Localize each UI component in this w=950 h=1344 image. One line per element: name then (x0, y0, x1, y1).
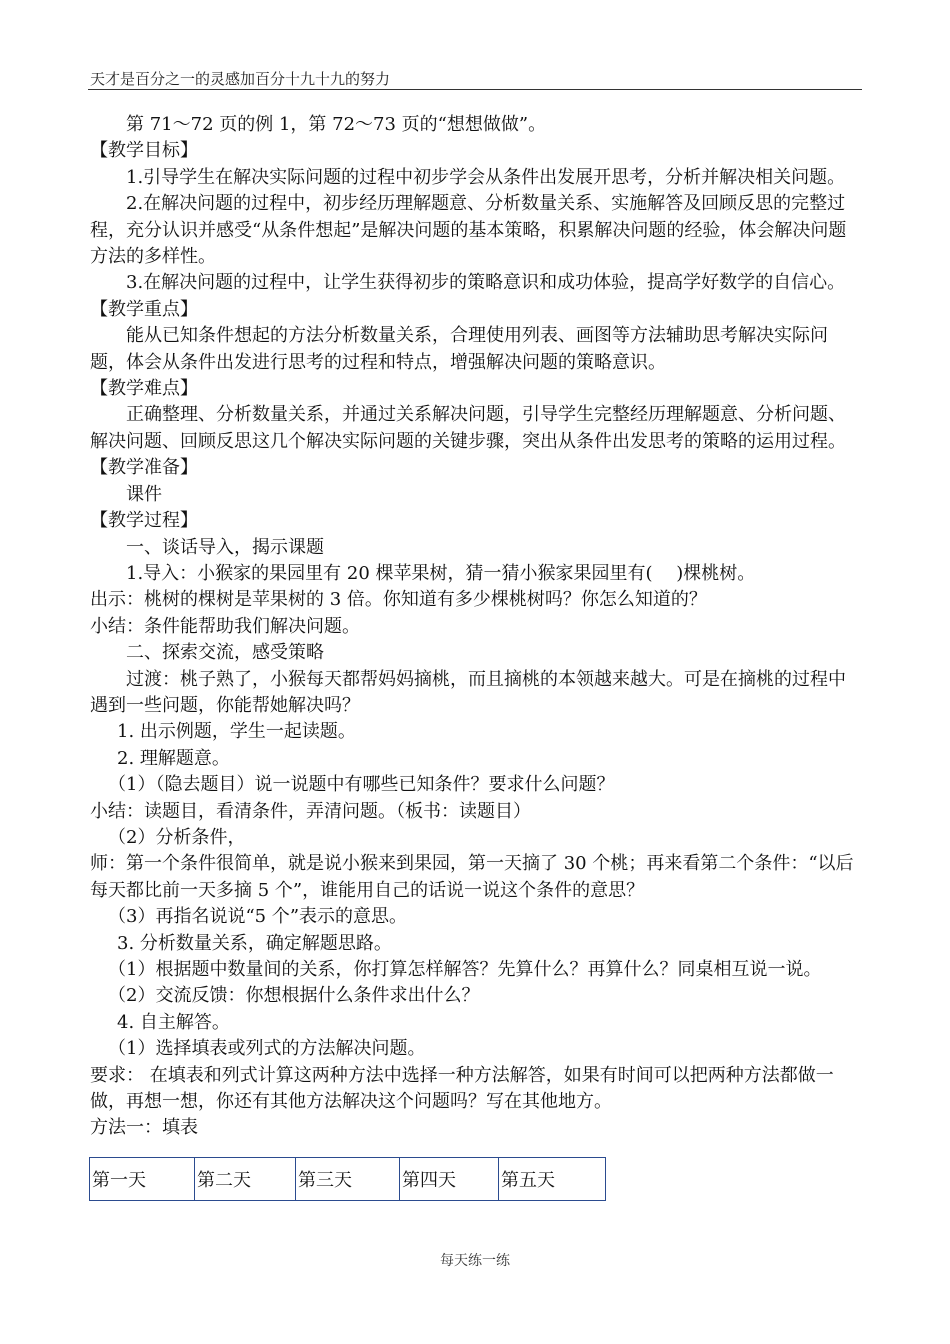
process-line: （1）根据题中数量间的关系，你打算怎样解答？先算什么？再算什么？同桌相互说一说。 (108, 959, 822, 980)
table-cell: 第五天 (499, 1158, 606, 1201)
process-line: 小结：读题目，看清条件，弄清问题。（板书：读题目） (90, 800, 531, 822)
process-line: 出示：桃树的棵树是苹果树的 3 倍。你知道有多少棵桃树吗？你怎么知道的？ (90, 589, 707, 611)
footer-text: 每天练一练 (440, 1253, 510, 1269)
process-line: 师：第一个条件很简单，就是说小猴来到果园，第一天摘了 30 个桃；再来看第二个条件：“以后每天都比前一天多摘 5 个”，谁能用自己的话说一说这个条件的意思？ (90, 853, 854, 901)
preparation-text: 课件 (126, 483, 162, 505)
process-line: 2. 理解题意。 (117, 747, 230, 769)
key-points-heading: 【教学重点】 (90, 298, 198, 320)
process-line: 过渡：桃子熟了，小猴每天都帮妈妈摘桃，而且摘桃的本领越来越大。可是在摘桃的过程中遇到一些问题，你能帮她解决吗？ (90, 668, 846, 716)
process-line: （2）交流反馈：你想根据什么条件求出什么？ (108, 985, 480, 1007)
preparation-heading: 【教学准备】 (90, 457, 198, 479)
table-cell: 第一天 (90, 1158, 195, 1201)
process-line: 3. 分析数量关系，确定解题思路。 (117, 932, 392, 954)
goal-item-1: 1.引导学生在解决实际问题的过程中初步学会从条件出发展开思考，分析并解决相关问题。 (126, 166, 846, 188)
difficulties-heading: 【教学难点】 (90, 378, 198, 400)
table-cell: 第三天 (296, 1158, 400, 1201)
process-line: （3）再指名说说“5 个”表示的意思。 (108, 906, 408, 928)
process-line: 二、探索交流，感受策略 (126, 642, 324, 664)
document-body (90, 112, 862, 1142)
process-line: （1）选择填表或列式的方法解决问题。 (108, 1038, 426, 1060)
difficulties-text: 正确整理、分析数量关系，并通过关系解决问题，引导学生完整经历理解题意、分析问题、解决问题、回顾反思这几个解决实际问题的关键步骤，突出从条件出发思考的策略的运用过程。 (90, 404, 846, 452)
key-points-text: 能从已知条件想起的方法分析数量关系，合理使用列表、画图等方法辅助思考解决实际问题，体会从条件出发进行思考的过程和特点，增强解决问题的策略意识。 (90, 325, 828, 373)
process-line: 小结：条件能帮助我们解决问题。 (90, 615, 360, 637)
process-line: 4. 自主解答。 (117, 1011, 230, 1033)
header-motto: 天才是百分之一的灵感加百分十九十九的努力 (90, 70, 391, 88)
process-line: 一、谈话导入，揭示课题 (126, 536, 324, 558)
process-line: （2）分析条件， (108, 826, 246, 848)
goals-heading: 【教学目标】 (90, 140, 198, 162)
table-cell: 第二天 (195, 1158, 296, 1201)
process-line: 方法一：填表 (90, 1117, 198, 1139)
process-line: 1. 出示例题，学生一起读题。 (117, 721, 356, 743)
header-rule (88, 89, 862, 90)
process-heading: 【教学过程】 (90, 510, 198, 532)
goal-item-3: 3.在解决问题的过程中，让学生获得初步的策略意识和成功体验，提高学好数学的自信心。 (126, 272, 846, 294)
process-line: （1）（隐去题目）说一说题中有哪些已知条件？要求什么问题？ (108, 774, 615, 796)
table-cell: 第四天 (400, 1158, 499, 1201)
table-row (90, 1158, 606, 1201)
process-line: 要求： 在填表和列式计算这两种方法中选择一种方法解答，如果有时间可以把两种方法都做一做，再想一想，你还有其他方法解决这个问题吗？写在其他地方。 (90, 1064, 834, 1113)
process-line: 1.导入：小猴家的果园里有 20 棵苹果树，猜一猜小猴家果园里有( )棵桃树。 (126, 562, 756, 584)
fill-in-table (89, 1157, 606, 1201)
intro-line: 第 71～72 页的例 1，第 72～73 页的“想想做做”。 (126, 114, 547, 135)
goal-item-2: 2.在解决问题的过程中，初步经历理解题意、分析数量关系、实施解答及回顾反思的完整过程，充分认识并感受“从条件想起”是解决问题的基本策略，积累解决问题的经验，体会解决问题方法的多样性。 (90, 193, 847, 268)
